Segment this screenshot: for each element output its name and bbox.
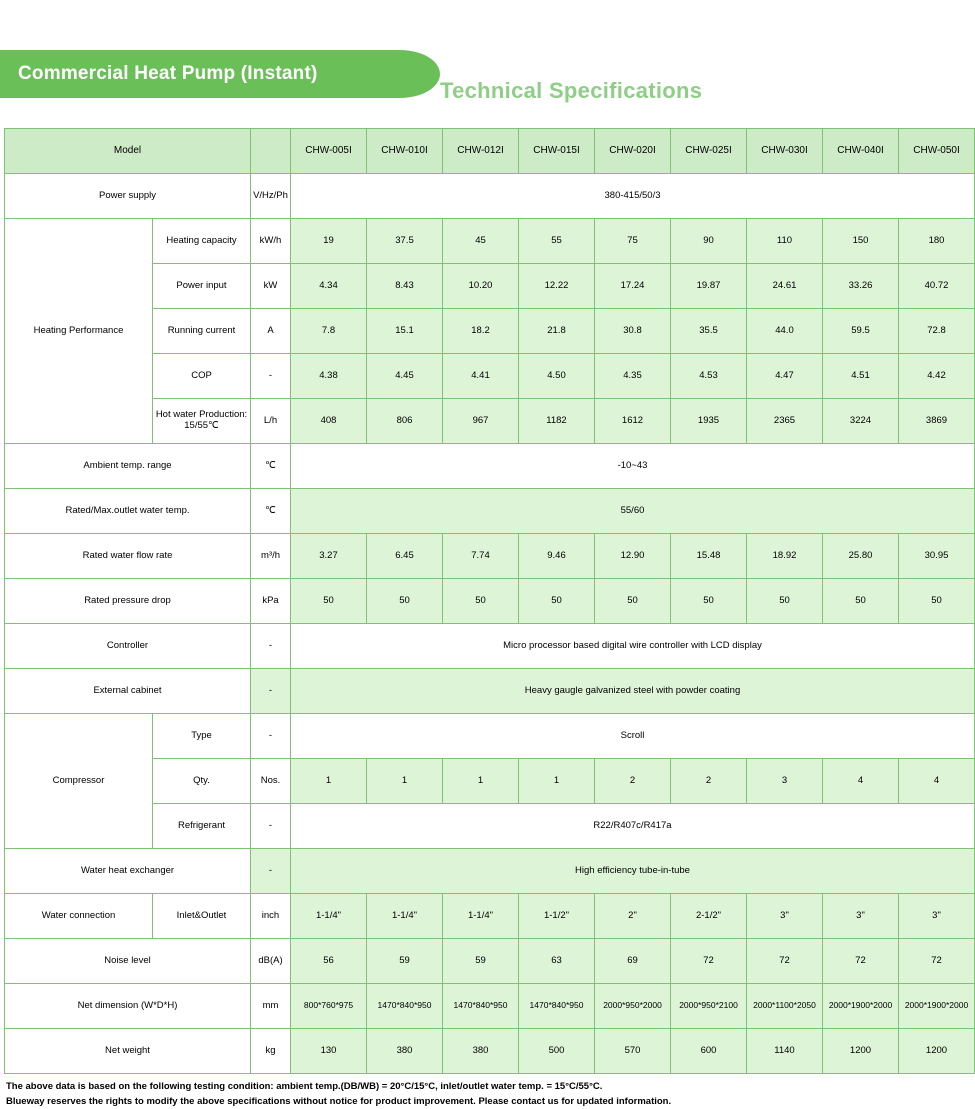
cell-connection-2: 1-1/4" bbox=[443, 894, 519, 939]
group-label-compressor: Compressor bbox=[5, 714, 153, 849]
page-title: Commercial Heat Pump (Instant) bbox=[18, 63, 318, 84]
row-unit-power-supply: V/Hz/Ph bbox=[251, 174, 291, 219]
cell-connection-7: 3" bbox=[823, 894, 899, 939]
row-unit-noise-level: dB(A) bbox=[251, 939, 291, 984]
cell-dimension-7: 2000*1900*2000 bbox=[823, 984, 899, 1029]
row-label-net-weight: Net weight bbox=[5, 1029, 251, 1074]
cell-power-input-6: 24.61 bbox=[747, 264, 823, 309]
cell-hot-water-4: 1612 bbox=[595, 399, 671, 444]
row-unit-compressor-type: - bbox=[251, 714, 291, 759]
cell-dimension-1: 1470*840*950 bbox=[367, 984, 443, 1029]
cell-running-current-6: 44.0 bbox=[747, 309, 823, 354]
cell-qty-7: 4 bbox=[823, 759, 899, 804]
cell-running-current-0: 7.8 bbox=[291, 309, 367, 354]
cell-hot-water-2: 967 bbox=[443, 399, 519, 444]
cell-power-input-7: 33.26 bbox=[823, 264, 899, 309]
cell-noise-5: 72 bbox=[671, 939, 747, 984]
cell-connection-6: 3" bbox=[747, 894, 823, 939]
cell-connection-5: 2-1/2" bbox=[671, 894, 747, 939]
cell-heating-capacity-1: 37.5 bbox=[367, 219, 443, 264]
row-unit-water-heat-exchanger: - bbox=[251, 849, 291, 894]
row-label-running-current: Running current bbox=[153, 309, 251, 354]
row-label-compressor-qty: Qty. bbox=[153, 759, 251, 804]
cell-pressure-6: 50 bbox=[747, 579, 823, 624]
cell-hot-water-5: 1935 bbox=[671, 399, 747, 444]
footnote-disclaimer: Blueway reserves the rights to modify the above specifications without notice for product improvement. Please contact us for updated information. bbox=[6, 1095, 672, 1107]
cell-dimension-8: 2000*1900*2000 bbox=[899, 984, 975, 1029]
table-row bbox=[5, 444, 975, 489]
header-model-3: CHW-015I bbox=[519, 129, 595, 174]
table-row bbox=[5, 984, 975, 1029]
header-model-5: CHW-025I bbox=[671, 129, 747, 174]
cell-pressure-5: 50 bbox=[671, 579, 747, 624]
cell-flow-2: 7.74 bbox=[443, 534, 519, 579]
row-label-refrigerant: Refrigerant bbox=[153, 804, 251, 849]
cell-weight-6: 1140 bbox=[747, 1029, 823, 1074]
cell-hot-water-8: 3869 bbox=[899, 399, 975, 444]
cell-cop-3: 4.50 bbox=[519, 354, 595, 399]
cell-pressure-7: 50 bbox=[823, 579, 899, 624]
row-label-ambient-temp: Ambient temp. range bbox=[5, 444, 251, 489]
row-value-power-supply: 380-415/50/3 bbox=[291, 174, 975, 219]
row-label-water-heat-exchanger: Water heat exchanger bbox=[5, 849, 251, 894]
cell-qty-3: 1 bbox=[519, 759, 595, 804]
cell-flow-6: 18.92 bbox=[747, 534, 823, 579]
row-value-ambient-temp: -10~43 bbox=[291, 444, 975, 489]
row-unit-compressor-qty: Nos. bbox=[251, 759, 291, 804]
row-unit-net-dimension: mm bbox=[251, 984, 291, 1029]
cell-connection-1: 1-1/4" bbox=[367, 894, 443, 939]
cell-running-current-3: 21.8 bbox=[519, 309, 595, 354]
row-label-outlet-water-temp: Rated/Max.outlet water temp. bbox=[5, 489, 251, 534]
cell-running-current-8: 72.8 bbox=[899, 309, 975, 354]
cell-running-current-7: 59.5 bbox=[823, 309, 899, 354]
header-model-7: CHW-040I bbox=[823, 129, 899, 174]
row-label-pressure-drop: Rated pressure drop bbox=[5, 579, 251, 624]
row-unit-power-input: kW bbox=[251, 264, 291, 309]
table-row bbox=[5, 219, 975, 264]
row-unit-pressure-drop: kPa bbox=[251, 579, 291, 624]
cell-pressure-0: 50 bbox=[291, 579, 367, 624]
cell-heating-capacity-6: 110 bbox=[747, 219, 823, 264]
cell-connection-0: 1-1/4" bbox=[291, 894, 367, 939]
cell-noise-2: 59 bbox=[443, 939, 519, 984]
table-header-row bbox=[5, 129, 975, 174]
row-label-compressor-type: Type bbox=[153, 714, 251, 759]
cell-heating-capacity-3: 55 bbox=[519, 219, 595, 264]
cell-heating-capacity-4: 75 bbox=[595, 219, 671, 264]
footnote-testing-condition: The above data is based on the following testing condition: ambient temp.(DB/WB) = 20°C/15°C, inlet/outlet water temp. = 15°C/55°C. bbox=[6, 1081, 603, 1092]
row-label-power-supply: Power supply bbox=[5, 174, 251, 219]
cell-power-input-3: 12.22 bbox=[519, 264, 595, 309]
cell-cop-4: 4.35 bbox=[595, 354, 671, 399]
cell-cop-6: 4.47 bbox=[747, 354, 823, 399]
cell-pressure-1: 50 bbox=[367, 579, 443, 624]
row-value-refrigerant: R22/R407c/R417a bbox=[291, 804, 975, 849]
table-row bbox=[5, 714, 975, 759]
cell-hot-water-0: 408 bbox=[291, 399, 367, 444]
row-unit-cop: - bbox=[251, 354, 291, 399]
cell-weight-0: 130 bbox=[291, 1029, 367, 1074]
group-label-heating-performance: Heating Performance bbox=[5, 219, 153, 444]
row-label-external-cabinet: External cabinet bbox=[5, 669, 251, 714]
cell-weight-1: 380 bbox=[367, 1029, 443, 1074]
row-sublabel-water-connection: Inlet&Outlet bbox=[153, 894, 251, 939]
cell-weight-7: 1200 bbox=[823, 1029, 899, 1074]
row-label-water-connection: Water connection bbox=[5, 894, 153, 939]
cell-noise-1: 59 bbox=[367, 939, 443, 984]
cell-power-input-8: 40.72 bbox=[899, 264, 975, 309]
cell-running-current-4: 30.8 bbox=[595, 309, 671, 354]
footnotes bbox=[0, 1074, 900, 1109]
cell-dimension-5: 2000*950*2100 bbox=[671, 984, 747, 1029]
specifications-table bbox=[4, 128, 975, 1074]
cell-weight-4: 570 bbox=[595, 1029, 671, 1074]
row-unit-heating-capacity: kW/h bbox=[251, 219, 291, 264]
row-unit-external-cabinet: - bbox=[251, 669, 291, 714]
cell-weight-8: 1200 bbox=[899, 1029, 975, 1074]
table-row bbox=[5, 489, 975, 534]
row-label-controller: Controller bbox=[5, 624, 251, 669]
row-unit-refrigerant: - bbox=[251, 804, 291, 849]
cell-weight-2: 380 bbox=[443, 1029, 519, 1074]
cell-cop-8: 4.42 bbox=[899, 354, 975, 399]
cell-heating-capacity-2: 45 bbox=[443, 219, 519, 264]
row-label-water-flow-rate: Rated water flow rate bbox=[5, 534, 251, 579]
row-value-water-heat-exchanger: High efficiency tube-in-tube bbox=[291, 849, 975, 894]
cell-qty-0: 1 bbox=[291, 759, 367, 804]
cell-connection-3: 1-1/2" bbox=[519, 894, 595, 939]
row-value-outlet-water-temp: 55/60 bbox=[291, 489, 975, 534]
row-label-noise-level: Noise level bbox=[5, 939, 251, 984]
cell-dimension-6: 2000*1100*2050 bbox=[747, 984, 823, 1029]
cell-hot-water-6: 2365 bbox=[747, 399, 823, 444]
cell-noise-8: 72 bbox=[899, 939, 975, 984]
cell-hot-water-7: 3224 bbox=[823, 399, 899, 444]
cell-hot-water-1: 806 bbox=[367, 399, 443, 444]
header-model-label: Model bbox=[5, 129, 251, 174]
table-row bbox=[5, 579, 975, 624]
cell-noise-3: 63 bbox=[519, 939, 595, 984]
cell-flow-3: 9.46 bbox=[519, 534, 595, 579]
table-row bbox=[5, 174, 975, 219]
cell-connection-4: 2" bbox=[595, 894, 671, 939]
cell-hot-water-3: 1182 bbox=[519, 399, 595, 444]
cell-cop-1: 4.45 bbox=[367, 354, 443, 399]
header-model-6: CHW-030I bbox=[747, 129, 823, 174]
cell-pressure-4: 50 bbox=[595, 579, 671, 624]
cell-power-input-4: 17.24 bbox=[595, 264, 671, 309]
table-row bbox=[5, 939, 975, 984]
header-model-4: CHW-020I bbox=[595, 129, 671, 174]
cell-flow-1: 6.45 bbox=[367, 534, 443, 579]
cell-pressure-8: 50 bbox=[899, 579, 975, 624]
row-label-heating-capacity: Heating capacity bbox=[153, 219, 251, 264]
row-unit-water-flow-rate: m³/h bbox=[251, 534, 291, 579]
page-header bbox=[0, 0, 900, 128]
row-label-hot-water-production: Hot water Production: 15/55℃ bbox=[153, 399, 251, 444]
table-row bbox=[5, 534, 975, 579]
cell-weight-3: 500 bbox=[519, 1029, 595, 1074]
cell-noise-7: 72 bbox=[823, 939, 899, 984]
cell-pressure-3: 50 bbox=[519, 579, 595, 624]
cell-dimension-2: 1470*840*950 bbox=[443, 984, 519, 1029]
cell-flow-0: 3.27 bbox=[291, 534, 367, 579]
cell-dimension-4: 2000*950*2000 bbox=[595, 984, 671, 1029]
cell-cop-0: 4.38 bbox=[291, 354, 367, 399]
cell-dimension-3: 1470*840*950 bbox=[519, 984, 595, 1029]
row-value-compressor-type: Scroll bbox=[291, 714, 975, 759]
header-model-2: CHW-012I bbox=[443, 129, 519, 174]
cell-qty-5: 2 bbox=[671, 759, 747, 804]
row-unit-hot-water-production: L/h bbox=[251, 399, 291, 444]
row-unit-net-weight: kg bbox=[251, 1029, 291, 1074]
row-label-cop: COP bbox=[153, 354, 251, 399]
cell-cop-7: 4.51 bbox=[823, 354, 899, 399]
cell-running-current-1: 15.1 bbox=[367, 309, 443, 354]
cell-flow-7: 25.80 bbox=[823, 534, 899, 579]
row-unit-running-current: A bbox=[251, 309, 291, 354]
cell-connection-8: 3" bbox=[899, 894, 975, 939]
table-row bbox=[5, 669, 975, 714]
row-unit-controller: - bbox=[251, 624, 291, 669]
row-label-net-dimension: Net dimension (W*D*H) bbox=[5, 984, 251, 1029]
row-unit-water-connection: inch bbox=[251, 894, 291, 939]
cell-power-input-2: 10.20 bbox=[443, 264, 519, 309]
cell-running-current-2: 18.2 bbox=[443, 309, 519, 354]
cell-dimension-0: 800*760*975 bbox=[291, 984, 367, 1029]
cell-flow-8: 30.95 bbox=[899, 534, 975, 579]
row-unit-ambient-temp: ℃ bbox=[251, 444, 291, 489]
spec-table-wrap bbox=[0, 128, 969, 1074]
cell-heating-capacity-0: 19 bbox=[291, 219, 367, 264]
cell-cop-5: 4.53 bbox=[671, 354, 747, 399]
row-value-external-cabinet: Heavy gaugle galvanized steel with powder coating bbox=[291, 669, 975, 714]
table-row bbox=[5, 1029, 975, 1074]
cell-pressure-2: 50 bbox=[443, 579, 519, 624]
cell-heating-capacity-5: 90 bbox=[671, 219, 747, 264]
cell-noise-6: 72 bbox=[747, 939, 823, 984]
cell-running-current-5: 35.5 bbox=[671, 309, 747, 354]
header-model-1: CHW-010I bbox=[367, 129, 443, 174]
cell-power-input-1: 8.43 bbox=[367, 264, 443, 309]
row-unit-outlet-water-temp: ℃ bbox=[251, 489, 291, 534]
cell-weight-5: 600 bbox=[671, 1029, 747, 1074]
cell-heating-capacity-8: 180 bbox=[899, 219, 975, 264]
header-model-8: CHW-050I bbox=[899, 129, 975, 174]
cell-flow-5: 15.48 bbox=[671, 534, 747, 579]
header-model-0: CHW-005I bbox=[291, 129, 367, 174]
cell-noise-4: 69 bbox=[595, 939, 671, 984]
table-row bbox=[5, 849, 975, 894]
cell-flow-4: 12.90 bbox=[595, 534, 671, 579]
row-label-power-input: Power input bbox=[153, 264, 251, 309]
cell-noise-0: 56 bbox=[291, 939, 367, 984]
row-value-controller: Micro processor based digital wire controller with LCD display bbox=[291, 624, 975, 669]
cell-qty-6: 3 bbox=[747, 759, 823, 804]
header-unit-blank bbox=[251, 129, 291, 174]
cell-heating-capacity-7: 150 bbox=[823, 219, 899, 264]
cell-power-input-0: 4.34 bbox=[291, 264, 367, 309]
table-row bbox=[5, 894, 975, 939]
cell-qty-4: 2 bbox=[595, 759, 671, 804]
table-row bbox=[5, 624, 975, 669]
specifications-title: Technical Specifications bbox=[440, 78, 703, 103]
cell-qty-8: 4 bbox=[899, 759, 975, 804]
cell-cop-2: 4.41 bbox=[443, 354, 519, 399]
cell-power-input-5: 19.87 bbox=[671, 264, 747, 309]
product-banner bbox=[0, 50, 440, 98]
cell-qty-1: 1 bbox=[367, 759, 443, 804]
cell-qty-2: 1 bbox=[443, 759, 519, 804]
